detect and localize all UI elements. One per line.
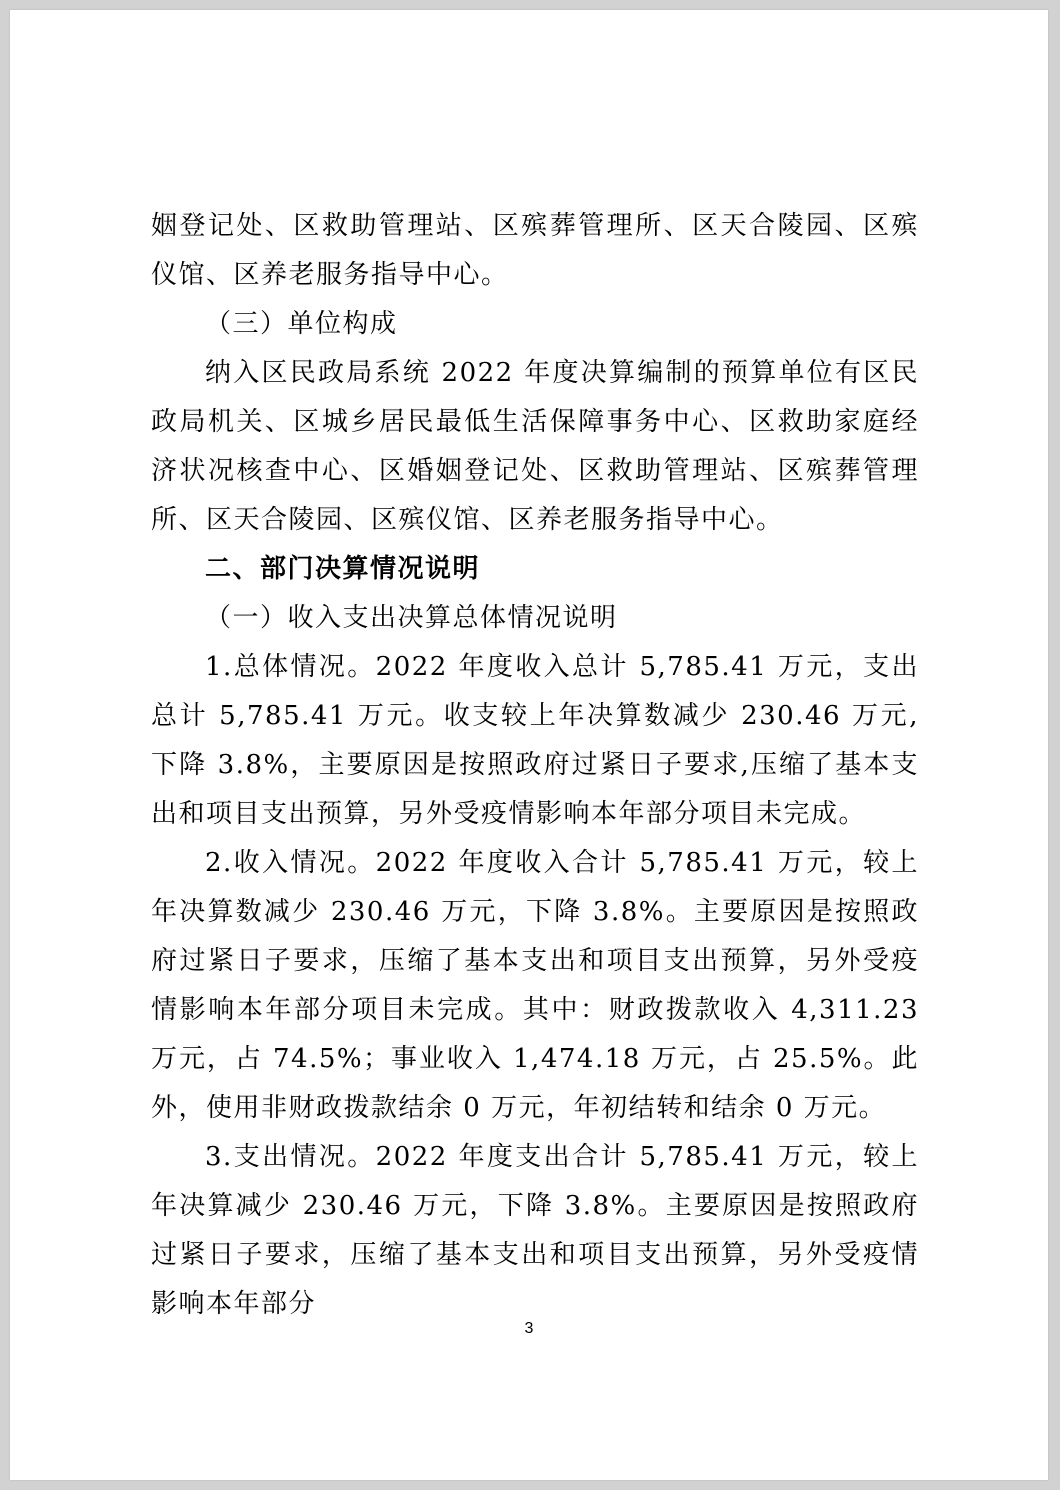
document-page — [10, 10, 1048, 1480]
page-number: 3 — [524, 1320, 534, 1337]
subheading-income-expenditure: （一）收入支出决算总体情况说明 — [205, 603, 618, 633]
paragraph-continuation: 姻登记处、区救助管理站、区殡葬管理所、区天合陵园、区殡仪馆、区养老服务指导中心。 — [151, 211, 919, 290]
paragraph-expenditure: 3.支出情况。2022 年度支出合计 5,785.41 万元，较上年决算减少 230.46 万元，下降 3.8%。主要原因是按照政府过紧日子要求，压缩了基本支出和项目支出预算，另外受疫情影响本年部分 — [151, 1142, 919, 1319]
paragraph-income: 2.收入情况。2022 年度收入合计 5,785.41 万元，较上年决算数减少 230.46 万元，下降 3.8%。主要原因是按照政府过紧日子要求，压缩了基本支出和项目支出预算，另外受疫情影响本年部分项目未完成。其中：财政拨款收入 4,311.23 万元，占 74.5%；事业收入 1,474.18 万元，占 25.5%。此外，使用非财政拨款结余 0 万元，年初结转和结余 0 万元。 — [151, 848, 919, 1123]
paragraph-unit-composition: 纳入区民政局系统 2022 年度决算编制的预算单位有区民政局机关、区城乡居民最低生活保障事务中心、区救助家庭经济状况核查中心、区婚姻登记处、区救助管理站、区殡葬管理所、区天合陵园、区殡仪馆、区养老服务指导中心。 — [151, 358, 919, 535]
document-body — [151, 202, 919, 1329]
paragraph-overall: 1.总体情况。2022 年度收入总计 5,785.41 万元，支出总计 5,785.41 万元。收支较上年决算数减少 230.46 万元,下降 3.8%，主要原因是按照政府过紧日子要求,压缩了基本支出和项目支出预算，另外受疫情影响本年部分项目未完成。 — [151, 652, 919, 829]
section-heading-final-accounts: 二、部门决算情况说明 — [205, 554, 481, 584]
subheading-unit-composition: （三）单位构成 — [205, 309, 398, 339]
